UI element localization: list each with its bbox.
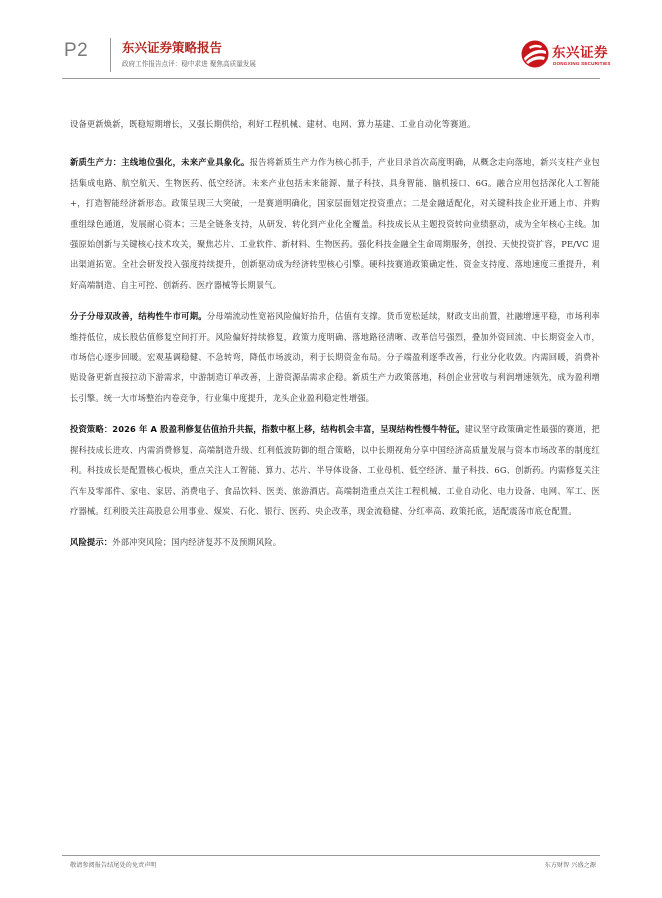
logo-name-en: DONGXING SECURITIES bbox=[553, 61, 611, 66]
report-body bbox=[70, 114, 600, 553]
paragraph-text: 设备更新焕新，既稳短期增长，又强长期供给，利好工程机械、建材、电网、算力基建、工业自动化等赛道。 bbox=[70, 119, 476, 129]
paragraph-text: 建议坚守政策确定性最强的赛道，把握科技成长进攻、内需消费修复、高端制造升级、红利低波防御的组合策略，以中长期视角分享中国经济高质量发展与资本市场改革的制度红利。科技成长是配置核心板块，重点关注人工智能、算力、芯片、半导体设备、工业母机、低空经济、量子科技、6G、创新药。内需修复关注汽车及零部件、家电、家居、消费电子、食品饮料、医美、旅游酒店。高端制造重点关注工程机械、工业自动化、电力设备、电网、军工、医疗器械。红利股关注高股息公用事业、煤炭、石化、银行、医药、央企改革，现金流稳健、分红率高、政策托底，适配震荡市底仓配置。 bbox=[70, 424, 600, 516]
header-divider bbox=[110, 38, 111, 72]
paragraph-lead: 风险提示： bbox=[70, 537, 113, 548]
paragraph-lead: 投资策略：2026 年 A 股盈利修复估值抬升共振，指数中枢上移，结构机会丰富，呈现结构性慢牛特征。 bbox=[70, 424, 465, 435]
logo-emblem-icon bbox=[520, 39, 550, 69]
paragraph-market-outlook bbox=[70, 306, 600, 408]
footer-disclaimer: 敬请参阅报告结尾处的免责声明 bbox=[70, 862, 157, 869]
report-subtitle: 政府工作报告点评：稳中求进 聚焦高质量发展 bbox=[122, 60, 256, 68]
paragraph-text: 外部冲突风险；国内经济复苏不及预期风险。 bbox=[112, 537, 282, 548]
paragraph-equipment-upgrade bbox=[70, 114, 600, 134]
header-rule bbox=[62, 78, 600, 79]
paragraph-lead: 新质生产力：主线地位强化，未来产业具象化。 bbox=[70, 157, 250, 168]
logo-name-cn: 东兴证券 bbox=[552, 45, 608, 61]
page-header bbox=[0, 0, 662, 78]
paragraph-new-productivity bbox=[70, 152, 600, 295]
paragraph-text: 分母端流动性宽裕风险偏好抬升，估值有支撑。货币宽松延续，财政支出前置，社融增速平稳，市场利率维持低位，成长股估值修复空间打开。风险偏好持续修复，政策力度明确、落地路径清晰、改革信号强烈，叠加外资回流、中长期资金入市，市场信心逐步回暖。宏观基调稳健、不急转弯，降低市场波动，利于长期资金布局。分子端盈利逐季改善，行业分化收敛。内需回暖，消费补贴设备更新直接拉动下游需求，中游制造订单改善，上游资源品需求企稳。新质生产力政策落地，科创企业营收与利润增速领先，成为盈利增长引擎。统一大市场整治内卷竞争，行业集中度提升，龙头企业盈利稳定性增强。 bbox=[70, 311, 601, 403]
report-title: 东兴证券策略报告 bbox=[122, 40, 223, 55]
page-number: P2 bbox=[64, 40, 89, 61]
footer-rule bbox=[62, 855, 600, 856]
paragraph-text: 报告将新质生产力作为核心抓手，产业目录首次高度明确，从概念走向落地，新兴支柱产业包括集成电路、航空航天、生物医药、低空经济。未来产业包括未来能源、量子科技、具身智能、脑机接口、6G。融合应用包括深化人工智能+，打造智能经济新形态。政策呈现三大突破，一是赛道明确化，国家层面划定投资重点；二是金融适配化，对关键科技企业开通上市、并购重组绿色通道，发展耐心资本；三是全链条支持，从研发、转化到产业化全覆盖。科技成长从主题投资转向业绩驱动，成为全年核心主线。加强原始创新与关键核心技术攻关，聚焦芯片、工业软件、新材料、生物医药。强化科技金融全生命周期服务，创投、天使投资扩容，PE/VC 退出渠道拓宽。全社会研发投入强度持续提升，创新驱动成为经济转型核心引擎。硬科技赛道政策确定性、资金支持度、落地速度三重提升，利好高端制造、自主可控、创新药、医疗器械等长期景气。 bbox=[70, 157, 601, 290]
paragraph-risk-warning bbox=[70, 532, 600, 552]
company-logo bbox=[520, 39, 620, 73]
paragraph-lead: 分子分母双改善，结构性牛市可期。 bbox=[70, 311, 207, 322]
footer-slogan: 东方财智 兴盛之源 bbox=[544, 862, 596, 869]
paragraph-investment-strategy bbox=[70, 419, 600, 521]
